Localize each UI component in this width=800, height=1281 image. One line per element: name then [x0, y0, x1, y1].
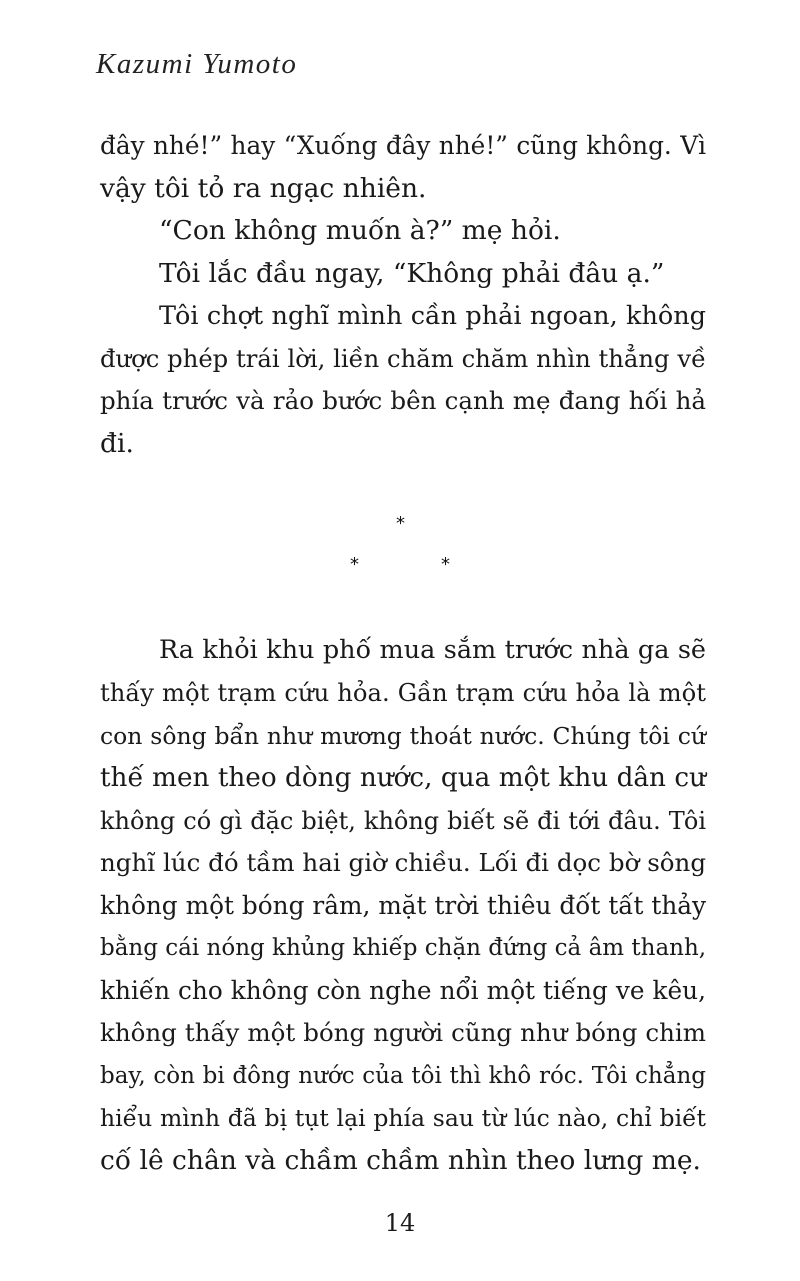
body-text-line: Ra khỏi khu phố mua sắm trước nhà ga sẽ [159, 635, 706, 665]
body-text-line: không một bóng râm, mặt trời thiêu đốt tất thảy [100, 891, 706, 920]
body-text-line: thấy một trạm cứu hỏa. Gần trạm cứu hỏa là một [100, 678, 706, 707]
body-text-line: không có gì đặc biệt, không biết sẽ đi tới đâu. Tôi [100, 807, 706, 835]
body-text-line: nghĩ lúc đó tầm hai giờ chiều. Lối đi dọc bờ sông [100, 848, 706, 877]
body-text-line: bằng cái nóng khủng khiếp chặn đứng cả âm thanh, [100, 935, 707, 961]
body-text-line: cố lê chân và chầm chầm nhìn theo lưng mẹ. [100, 1145, 701, 1176]
body-text-line: đi. [100, 428, 134, 459]
body-text-line: không thấy một bóng người cũng như bóng chim [100, 1018, 706, 1047]
body-text-line: bay, còn bi đông nước của tôi thì khô róc. Tôi chẳng [100, 1063, 706, 1089]
body-text-line: khiến cho không còn nghe nổi một tiếng ve kêu, [100, 976, 706, 1005]
body-text-line: Tôi lắc đầu ngay, “Không phải đâu ạ.” [159, 258, 665, 289]
running-header-author: Kazumi Yumoto [96, 48, 298, 80]
body-text-line: thế men theo dòng nước, qua một khu dân cư [100, 763, 706, 793]
body-text-line: “Con không muốn à?” mẹ hỏi. [159, 215, 561, 246]
body-text-line: con sông bẩn như mương thoát nước. Chúng tôi cứ [100, 722, 706, 750]
section-break-star: * [396, 513, 405, 534]
section-break-star: * [441, 554, 450, 575]
page-number: 14 [384, 1209, 416, 1237]
section-break-star: * [350, 554, 359, 575]
body-text-line: phía trước và rảo bước bên cạnh mẹ đang hối hả [100, 386, 706, 415]
body-text-line: được phép trái lời, liền chăm chăm nhìn thẳng về [100, 344, 706, 373]
body-text-line: đây nhé!” hay “Xuống đây nhé!” cũng không. Vì [100, 131, 706, 160]
body-text-line: Tôi chợt nghĩ mình cần phải ngoan, không [159, 301, 706, 331]
body-text-line: vậy tôi tỏ ra ngạc nhiên. [100, 173, 427, 204]
body-text-line: hiểu mình đã bị tụt lại phía sau từ lúc nào, chỉ biết [100, 1104, 706, 1132]
